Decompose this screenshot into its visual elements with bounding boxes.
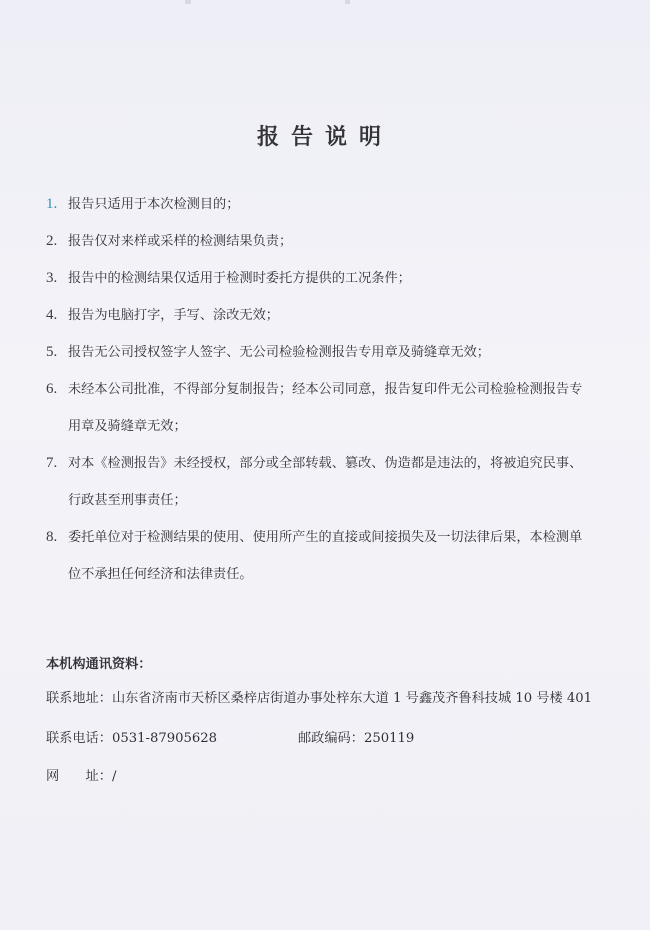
item-text: 未经本公司批准，不得部分复制报告；经本公司同意，报告复印件无公司检验检测报告专 用章及骑缝章无效； [68,382,583,434]
item-text: 委托单位对于检测结果的使用、使用所产生的直接或间接损失及一切法律后果，本检测单 位不承担任何经济和法律责任。 [68,530,583,582]
website-row [46,765,116,784]
address-label: 联系地址： [46,691,112,706]
list-item [46,371,616,445]
item-number: 1. [46,196,58,212]
item-number: 8. [46,529,58,545]
website-value: / [111,769,117,784]
address-row [46,687,592,706]
contact-section [46,655,616,784]
list-item [46,334,616,371]
website-label: 网 址： [46,769,112,784]
contact-heading: 本机构通讯资料： [46,657,152,672]
phone-label: 联系电话： [46,731,112,746]
scan-mark [185,0,191,4]
postal-label: 邮政编码： [298,731,364,746]
list-item [46,297,616,334]
list-item [46,260,616,297]
item-number: 6. [46,381,58,397]
list-item [46,223,616,260]
item-number: 5. [46,344,58,360]
item-number: 4. [46,307,58,323]
address-value: 山东省济南市天桥区桑梓店街道办事处梓东大道 1 号鑫茂齐鲁科技城 10 号楼 401 [111,691,593,706]
item-text: 报告无公司授权签字人签字、无公司检验检测报告专用章及骑缝章无效； [68,345,490,360]
item-text: 报告中的检测结果仅适用于检测时委托方提供的工况条件； [68,271,411,286]
page-title: 报告说明 [256,124,393,150]
item-text: 报告只适用于本次检测目的； [68,197,240,212]
item-text: 对本《检测报告》未经授权，部分或全部转载、篡改、伪造都是违法的，将被追究民事、 行政甚至刑事责任； [68,456,583,508]
postal-row [298,727,414,746]
item-number: 2. [46,233,58,249]
phone-row [46,727,217,746]
item-number: 7. [46,455,58,471]
list-item [46,186,616,223]
notes-list [46,186,616,593]
item-number: 3. [46,270,58,286]
list-item [46,519,616,593]
postal-value: 250119 [363,731,415,746]
list-item [46,445,616,519]
phone-value: 0531-87905628 [111,731,218,746]
scan-mark [345,0,350,4]
item-text: 报告仅对来样或采样的检测结果负责； [68,234,293,249]
item-text: 报告为电脑打字，手写、涂改无效； [68,308,279,323]
